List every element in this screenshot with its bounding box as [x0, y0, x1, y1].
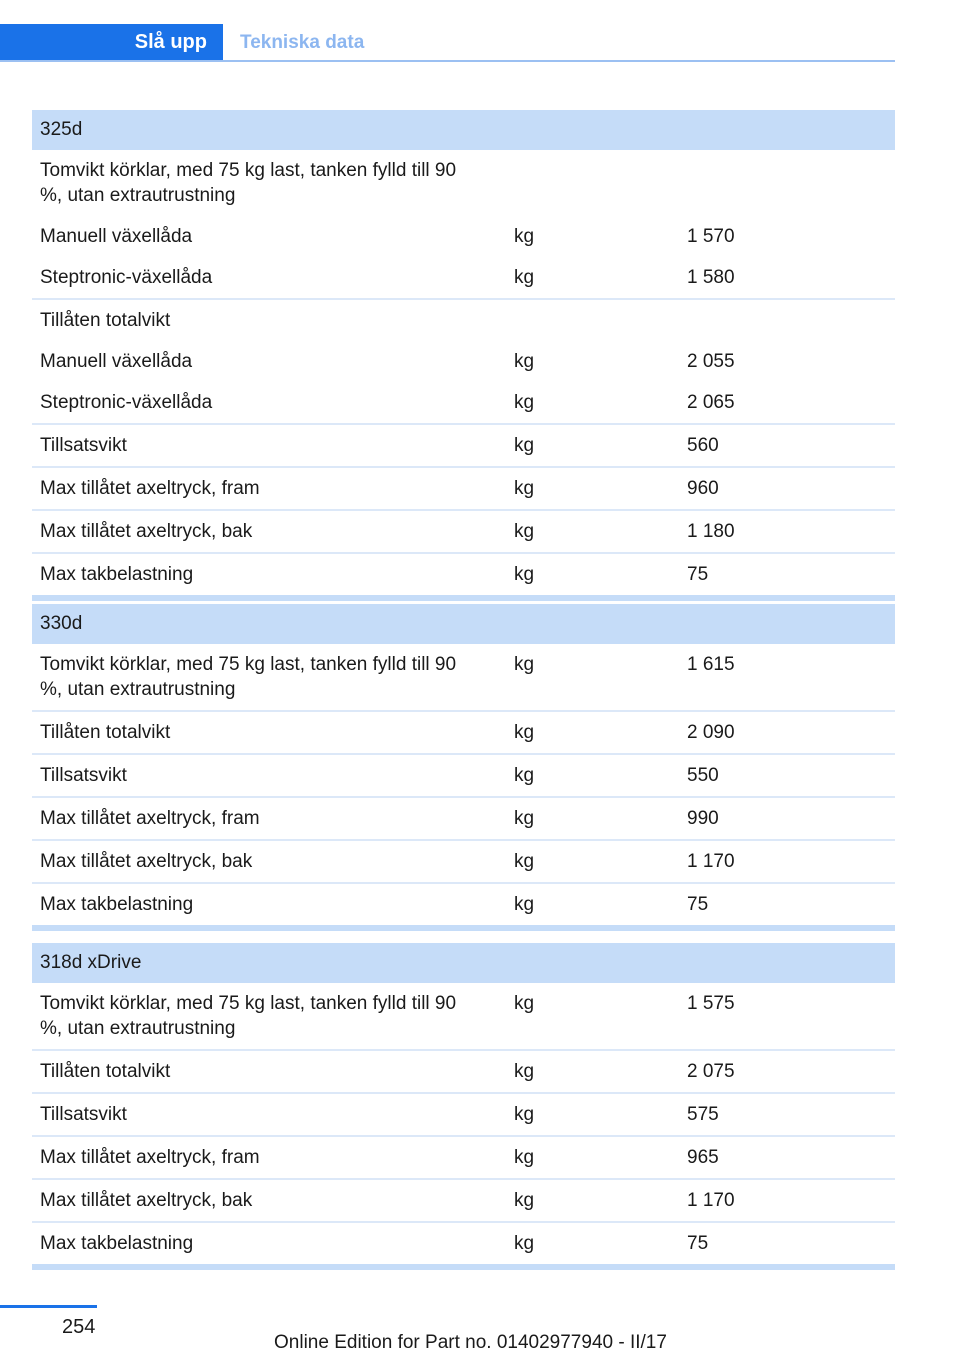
row-label: Max tillåtet axeltryck, fram [40, 478, 260, 499]
row-value: 75 [687, 894, 709, 915]
row-value: 1 180 [687, 521, 735, 542]
row-label: Max takbelastning [40, 894, 194, 915]
row-value: 1 170 [687, 851, 735, 872]
row-value: 965 [687, 1147, 719, 1168]
row-value: 550 [687, 765, 719, 786]
footer-edition: Online Edition for Part no. 01402977940 - II/17 [274, 1332, 667, 1353]
table-end-rule [32, 1264, 895, 1270]
table-row [32, 552, 895, 595]
row-value: 1 170 [687, 1190, 735, 1211]
row-unit: kg [514, 1061, 535, 1082]
spec-table-318d-xdrive [32, 943, 895, 1270]
table-row [32, 466, 895, 509]
table-row [32, 382, 895, 423]
row-label: Steptronic-växellåda [40, 267, 213, 288]
row-label: Tillåten totalvikt [40, 722, 171, 743]
table-row [32, 1092, 895, 1135]
row-unit: kg [514, 654, 535, 675]
row-value: 2 075 [687, 1061, 735, 1082]
row-unit: kg [514, 894, 535, 915]
table-row [32, 882, 895, 925]
table-row [32, 1221, 895, 1264]
row-unit [470, 158, 687, 208]
row-unit: kg [514, 851, 535, 872]
table-row [32, 341, 895, 382]
row-unit: kg [514, 1233, 535, 1254]
table-row [32, 1178, 895, 1221]
table-row [32, 753, 895, 796]
row-value: 990 [687, 808, 719, 829]
row-value: 2 065 [687, 392, 735, 413]
section-tabs [0, 24, 895, 62]
table-row [32, 1049, 895, 1092]
row-value: 960 [687, 478, 719, 499]
row-unit [514, 308, 687, 333]
row-unit: kg [514, 1190, 535, 1211]
row-unit: kg [514, 808, 535, 829]
row-value: 1 615 [687, 654, 735, 675]
table-row [32, 983, 895, 1049]
table-header: 330d [32, 604, 895, 644]
row-unit: kg [514, 226, 535, 247]
table-end-rule [32, 925, 895, 931]
page-number: 254 [62, 1316, 96, 1338]
row-unit: kg [514, 267, 535, 288]
spec-table-330d [32, 604, 895, 931]
row-label: Tomvikt körklar, med 75 kg last, tanken fylld till 90 %, utan extrautrustning [40, 654, 457, 700]
row-unit: kg [514, 478, 535, 499]
table-row [32, 150, 895, 216]
row-value: 2 090 [687, 722, 735, 743]
row-label: Tillsatsvikt [40, 435, 127, 456]
table-row [32, 1135, 895, 1178]
tab-sla-upp[interactable]: Slå upp [0, 24, 223, 61]
row-label: Tillsatsvikt [40, 765, 127, 786]
row-label: Tillåten totalvikt [40, 1061, 171, 1082]
row-unit: kg [514, 564, 535, 585]
row-label: Tillsatsvikt [40, 1104, 127, 1125]
row-unit: kg [514, 351, 535, 372]
row-value [687, 308, 895, 333]
row-label: Max tillåtet axeltryck, bak [40, 1190, 253, 1211]
table-row [32, 216, 895, 257]
row-label: Max tillåtet axeltryck, bak [40, 521, 253, 542]
row-label: Max tillåtet axeltryck, bak [40, 851, 253, 872]
row-value [687, 158, 895, 208]
table-row [32, 423, 895, 466]
row-label: Tomvikt körklar, med 75 kg last, tanken fylld till 90 %, utan extrautrustning [40, 160, 457, 206]
table-row [32, 796, 895, 839]
row-unit: kg [514, 722, 535, 743]
row-value: 75 [687, 1233, 709, 1254]
spec-table-325d [32, 110, 895, 601]
row-label: Max tillåtet axeltryck, fram [40, 808, 260, 829]
row-unit: kg [514, 993, 535, 1014]
table-row [32, 298, 895, 341]
row-label: Max tillåtet axeltryck, fram [40, 1147, 260, 1168]
table-row [32, 509, 895, 552]
row-value: 560 [687, 435, 719, 456]
table-header: 318d xDrive [32, 943, 895, 983]
row-label: Max takbelastning [40, 1233, 194, 1254]
table-row [32, 839, 895, 882]
row-value: 1 575 [687, 993, 735, 1014]
row-value: 1 580 [687, 267, 735, 288]
row-unit: kg [514, 521, 535, 542]
row-label: Steptronic-växellåda [40, 392, 213, 413]
row-label: Tillåten totalvikt [40, 310, 171, 331]
tab-divider [0, 60, 895, 62]
footer-rule [0, 1305, 97, 1308]
table-row [32, 257, 895, 298]
table-row [32, 710, 895, 753]
table-header: 325d [32, 110, 895, 150]
table-end-rule [32, 595, 895, 601]
row-value: 1 570 [687, 226, 735, 247]
row-unit: kg [514, 1147, 535, 1168]
row-label: Manuell växellåda [40, 351, 193, 372]
table-row [32, 644, 895, 710]
row-label: Manuell växellåda [40, 226, 193, 247]
row-unit: kg [514, 1104, 535, 1125]
row-label: Max takbelastning [40, 564, 194, 585]
row-unit: kg [514, 765, 535, 786]
row-label: Tomvikt körklar, med 75 kg last, tanken fylld till 90 %, utan extrautrustning [40, 993, 457, 1039]
row-value: 75 [687, 564, 709, 585]
row-unit: kg [514, 392, 535, 413]
row-value: 575 [687, 1104, 719, 1125]
tab-tekniska-data[interactable]: Tekniska data [240, 31, 365, 53]
row-unit: kg [514, 435, 535, 456]
row-value: 2 055 [687, 351, 735, 372]
